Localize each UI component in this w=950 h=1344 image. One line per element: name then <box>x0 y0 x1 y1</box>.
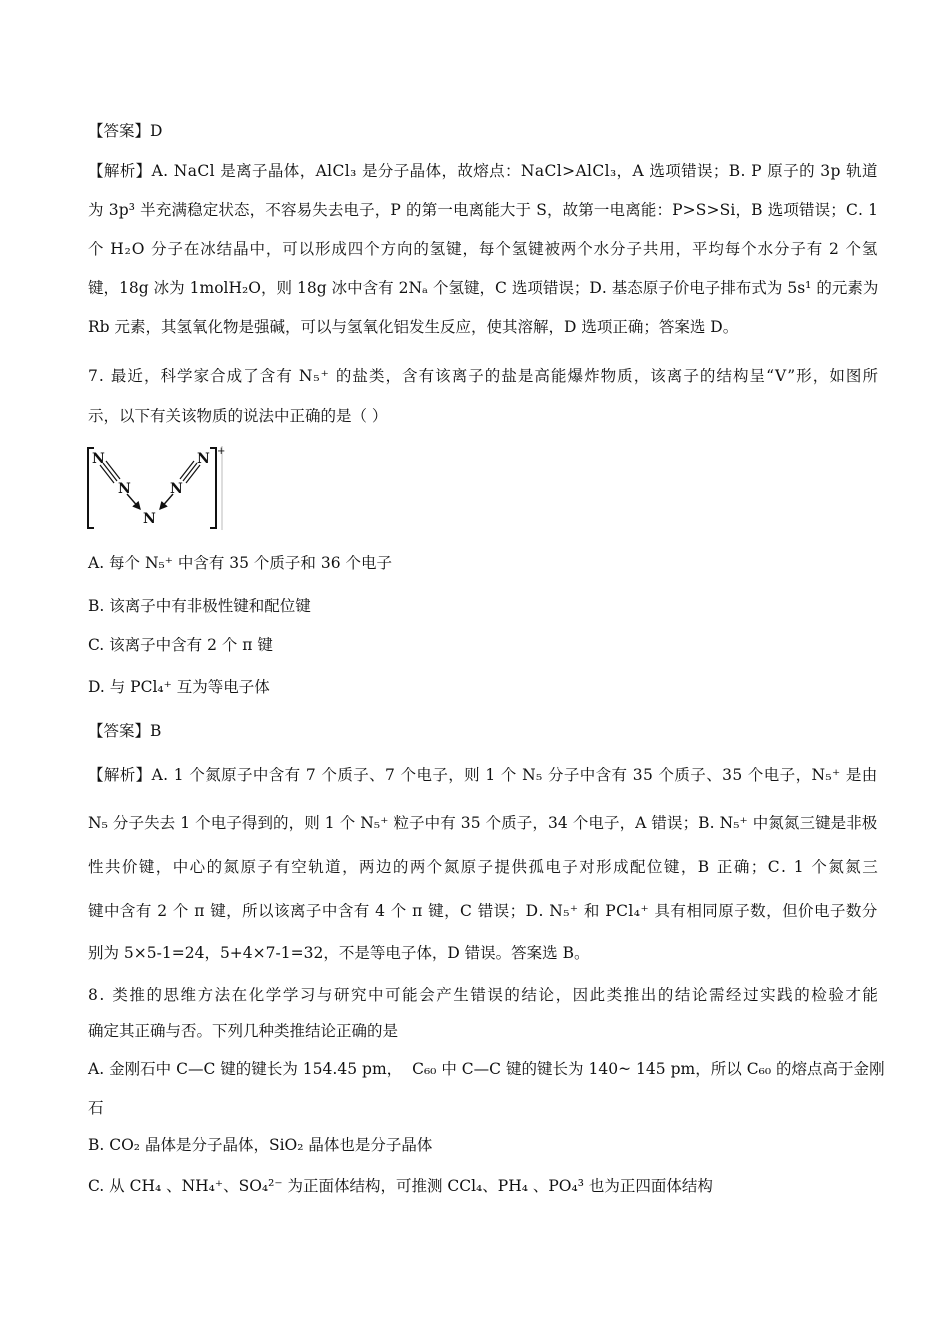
q8-option-b: B. CO₂ 晶体是分子晶体，SiO₂ 晶体也是分子晶体 <box>88 1136 433 1154</box>
ion-charge: + <box>217 446 226 457</box>
q6-analysis-line-4: 键 ， 1 8 g 冰 为 1 m o l H ₂ O ， 则 1 8 g 冰 中 含 有 2 N ₐ 个 氢 键 ， C 选 项 错 误 ； D . 基 态 原 子 价 电 子 排 布 式 为 5 s ¹ 的 元 素 为 <box>88 279 879 297</box>
q8-option-a-line-2: 石 <box>88 1099 104 1117</box>
q8-option-a-line-1: A . 金 刚 石 中 C — C 键 的 键 长 为 1 5 4 . 4 5 p m ， C ₆ ₀ 中 C — C 键 的 键 长 为 1 4 0 ~ 1 4 5 p m ， 所 以 C ₆ ₀ 的 熔 点 高 于 金 刚 <box>88 1060 885 1078</box>
atom-n-center: N <box>143 511 156 527</box>
q6-answer: 【答案】D <box>88 122 163 140</box>
q7-option-a: A. 每个 N₅⁺ 中含有 35 个质子和 36 个电子 <box>88 554 393 572</box>
q7-analysis-line-4: 键 中 含 有 2 个 π 键 ， 所 以 该 离 子 中 含 有 4 个 π 键 ， C 错 误 ； D . N ₅ ⁺ 和 P C l ₄ ⁺ 具 有 相 同 原 子 数 ， 但 价 电 子 数 分 <box>88 902 878 920</box>
q7-stem-line-2: 示，以下有关该物质的说法中正确的是（ ） <box>88 407 388 425</box>
q6-analysis-line-2: 为 3 p ³ 半 充 满 稳 定 状 态 ， 不 容 易 失 去 电 子 ， P 的 第 一 电 离 能 大 于 S ， 故 第 一 电 离 能 ： P > S > S i ， B 选 项 错 误 ； C . 1 <box>88 201 878 219</box>
q7-analysis-line-5: 别为 5×5-1=24，5+4×7-1=32，不是等电子体，D 错误。答案选 B。 <box>88 944 590 962</box>
atom-n-5: N <box>197 451 210 467</box>
q7-option-c: C. 该离子中含有 2 个 π 键 <box>88 636 273 654</box>
atom-n-4: N <box>170 481 183 497</box>
q6-analysis-line-1: 【 解 析 】 A . N a C l 是 离 子 晶 体 ， A l C l ₃ 是 分 子 晶 体 ， 故 熔 点 ： N a C l > A l C l ₃ ， A 选 项 错 误 ； B . P 原 子 的 3 p 轨 道 <box>88 162 878 180</box>
q7-analysis-line-1: 【 解 析 】 A . 1 个 氮 原 子 中 含 有 7 个 质 子 、 7 个 电 子 ， 则 1 个 N ₅ 分 子 中 含 有 3 5 个 质 子 、 3 5 个 电 子 ， N ₅ ⁺ 是 由 <box>88 766 878 784</box>
q6-analysis-line-3: 个 H ₂ O 分 子 在 冰 结 晶 中 ， 可 以 形 成 四 个 方 向 的 氢 键 ， 每 个 氢 键 被 两 个 水 分 子 共 用 ， 平 均 每 个 水 分 子 有 2 个 氢 <box>88 240 878 258</box>
q7-analysis-line-3: 性 共 价 键 ， 中 心 的 氮 原 子 有 空 轨 道 ， 两 边 的 两 个 氮 原 子 提 供 孤 电 子 对 形 成 配 位 键 ， B 正 确 ； C . 1 个 氮 氮 三 <box>88 858 878 876</box>
q7-analysis-line-2: N ₅ 分 子 失 去 1 个 电 子 得 到 的 ， 则 1 个 N ₅ ⁺ 粒 子 中 有 3 5 个 质 子 ， 3 4 个 电 子 ， A 错 误 ； B . N ₅ ⁺ 中 氮 氮 三 键 是 非 极 <box>88 814 878 832</box>
atom-n-2: N <box>118 481 131 497</box>
atom-n-1: N <box>92 451 105 467</box>
q8-option-c: C. 从 CH₄ 、NH₄⁺、SO₄²⁻ 为正面体结构，可推测 CCl₄、PH₄ 、PO₄³ 也为正四面体结构 <box>88 1177 713 1195</box>
q7-answer: 【答案】B <box>88 722 162 740</box>
q6-analysis-line-5: Rb 元素，其氢氧化物是强碱，可以与氢氧化铝发生反应，使其溶解，D 选项正确；答案选 D。 <box>88 318 739 336</box>
q7-stem-line-1: 7 . 最 近 ， 科 学 家 合 成 了 含 有 N ₅ ⁺ 的 盐 类 ， 含 有 该 离 子 的 盐 是 高 能 爆 炸 物 质 ， 该 离 子 的 结 构 呈 “ V ” 形 ， 如 图 所 <box>88 367 878 385</box>
n5-structure-diagram <box>86 444 231 534</box>
q8-stem-line-2: 确定其正确与否。下列几种类推结论正确的是 <box>88 1022 399 1040</box>
q8-stem-line-1: 8 . 类 推 的 思 维 方 法 在 化 学 学 习 与 研 究 中 可 能 会 产 生 错 误 的 结 论 ， 因 此 类 推 出 的 结 论 需 经 过 实 践 的 检 验 才 能 <box>88 986 878 1004</box>
q7-option-b: B. 该离子中有非极性键和配位键 <box>88 597 311 615</box>
right-bracket <box>210 448 216 528</box>
q7-option-d: D. 与 PCl₄⁺ 互为等电子体 <box>88 678 270 696</box>
